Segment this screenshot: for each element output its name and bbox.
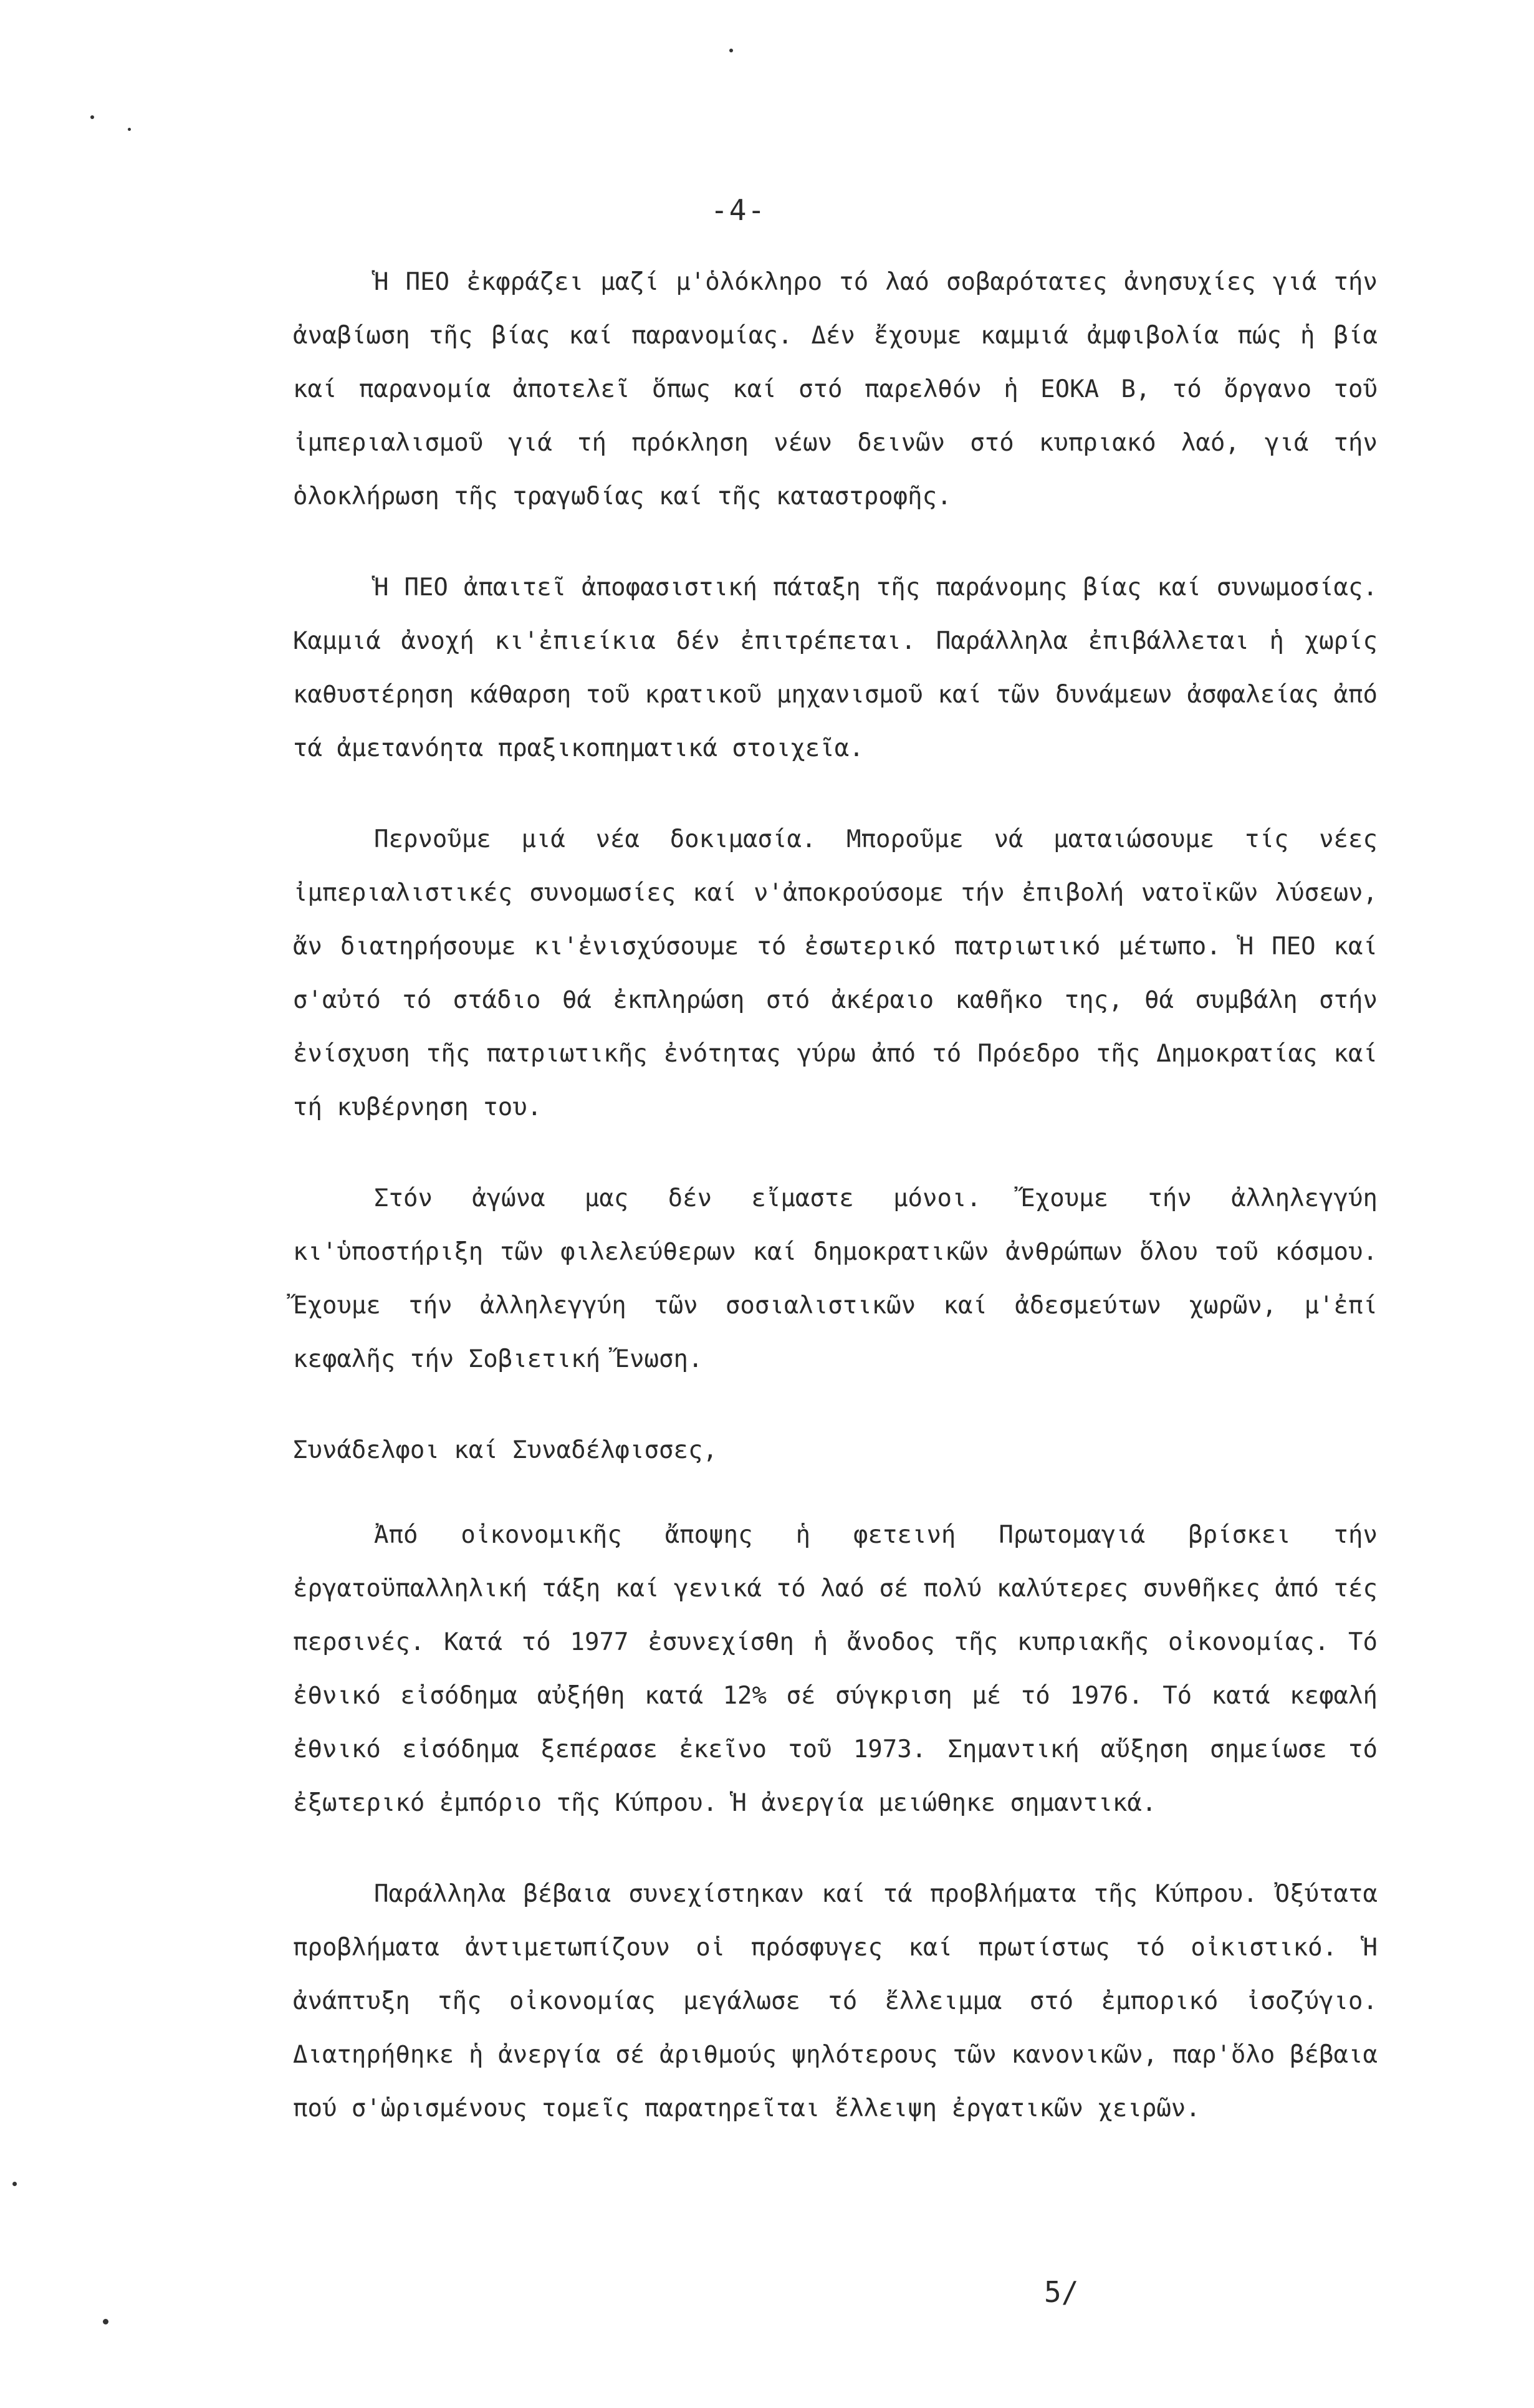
scan-speck (729, 49, 733, 52)
page-number: -4- (711, 193, 767, 227)
paragraph-economy: Ἀπό οἰκονομικῆς ἄποψης ἡ φετεινή Πρωτομαγιά βρίσκει τήν ἐργατοϋπαλληλική τάξη καί γενικά τό λαό σέ πολύ καλύτερες συνθῆκες ἀπό τές περσινές. Κατά τό 1977 ἐσυνεχίσθη ἡ ἄνοδος τῆς κυπριακῆς οἰκονομίας. Τό ἐθνικό εἰσόδημα αὐξήθη κατά 12% σέ σύγκριση μέ τό 1976. Τό κατά κεφαλή ἐθνικό εἰσόδημα ξεπέρασε ἐκεῖνο τοῦ 1973. Σημαντική αὔξηση σημείωσε τό ἐξωτερικό ἐμπόριο τῆς Κύπρου. Ἡ ἀνεργία μειώθηκε σημαντικά. (293, 1521, 1378, 1817)
paragraph-new-trial: Περνοῦμε μιά νέα δοκιμασία. Μποροῦμε νά ματαιώσουμε τίς νέες ἰμπεριαλιστικές συνομωσίες καί ν'ἀποκρούσομε τήν ἐπιβολή νατοϊκῶν λύσεων, ἄν διατηρήσουμε κι'ἐνισχύσουμε τό ἐσωτερικό πατριωτικό μέτωπο. Ἡ ΠΕΟ καί σ'αὐτό τό στάδιο θά ἐκπληρώση στό ἀκέραιο καθῆκο της, θά συμβάλη στήν ἐνίσχυση τῆς πατριωτικῆς ἐνότητας γύρω ἀπό τό Πρόεδρο τῆς Δημοκρατίας καί τή κυβέρνηση του. (293, 825, 1378, 1121)
scan-speck (103, 2319, 108, 2324)
paragraph-demands: Ἡ ΠΕΟ ἀπαιτεῖ ἀποφασιστική πάταξη τῆς παράνομης βίας καί συνωμοσίας. Καμμιά ἀνοχή κι'ἐπιείκια δέν ἐπιτρέπεται. Παράλληλα ἐπιβάλλεται ἡ χωρίς καθυστέρηση κάθαρση τοῦ κρατικοῦ μηχανισμοῦ καί τῶν δυνάμεων ἀσφαλείας ἀπό τά ἀμετανόητα πραξικοπηματικά στοιχεῖα. (293, 573, 1378, 762)
scan-speck (128, 128, 131, 131)
salutation: Συνάδελφοι καί Συναδέλφισσες, (293, 1436, 717, 1464)
paragraph-problems: Παράλληλα βέβαια συνεχίστηκαν καί τά προβλήματα τῆς Κύπρου. Ὀξύτατα προβλήματα ἀντιμετωπίζουν οἱ πρόσφυγες καί πρωτίστως τό οἰκιστικό. Ἡ ἀνάπτυξη τῆς οἰκονομίας μεγάλωσε τό ἔλλειμμα στό ἐμπορικό ἰσοζύγιο. Διατηρήθηκε ἡ ἀνεργία σέ ἀριθμούς ψηλότερους τῶν κανονικῶν, παρ'ὅλο βέβαια πού σ'ὡρισμένους τομεῖς παρατηρεῖται ἔλλειψη ἐργατικῶν χειρῶν. (293, 1880, 1378, 2123)
scan-speck (12, 2182, 17, 2186)
continuation-marker: 5/ (1044, 2275, 1079, 2309)
paragraph-violence: Ἡ ΠΕΟ ἐκφράζει μαζί μ'ὁλόκληρο τό λαό σοβαρότατες ἀνησυχίες γιά τήν ἀναβίωση τῆς βίας καί παρανομίας. Δέν ἔχουμε καμμιά ἀμφιβολία πώς ἡ βία καί παρανομία ἀποτελεῖ ὅπως καί στό παρελθόν ἡ ΕΟΚΑ Β, τό ὄργανο τοῦ ἰμπεριαλισμοῦ γιά τή πρόκληση νέων δεινῶν στό κυπριακό λαό, γιά τήν ὁλοκλήρωση τῆς τραγωδίας καί τῆς καταστροφῆς. (293, 268, 1378, 511)
paragraph-solidarity: Στόν ἀγώνα μας δέν εἴμαστε μόνοι. Ἔχουμε τήν ἀλληλεγγύη κι'ὑποστήριξη τῶν φιλελεύθερων καί δημοκρατικῶν ἀνθρώπων ὅλου τοῦ κόσμου. Ἔχουμε τήν ἀλληλεγγύη τῶν σοσιαλιστικῶν καί ἀδεσμεύτων χωρῶν, μ'ἐπί κεφαλῆς τήν Σοβιετική Ἔνωση. (293, 1184, 1378, 1373)
document-body (293, 256, 1378, 2136)
scan-speck (90, 115, 94, 119)
